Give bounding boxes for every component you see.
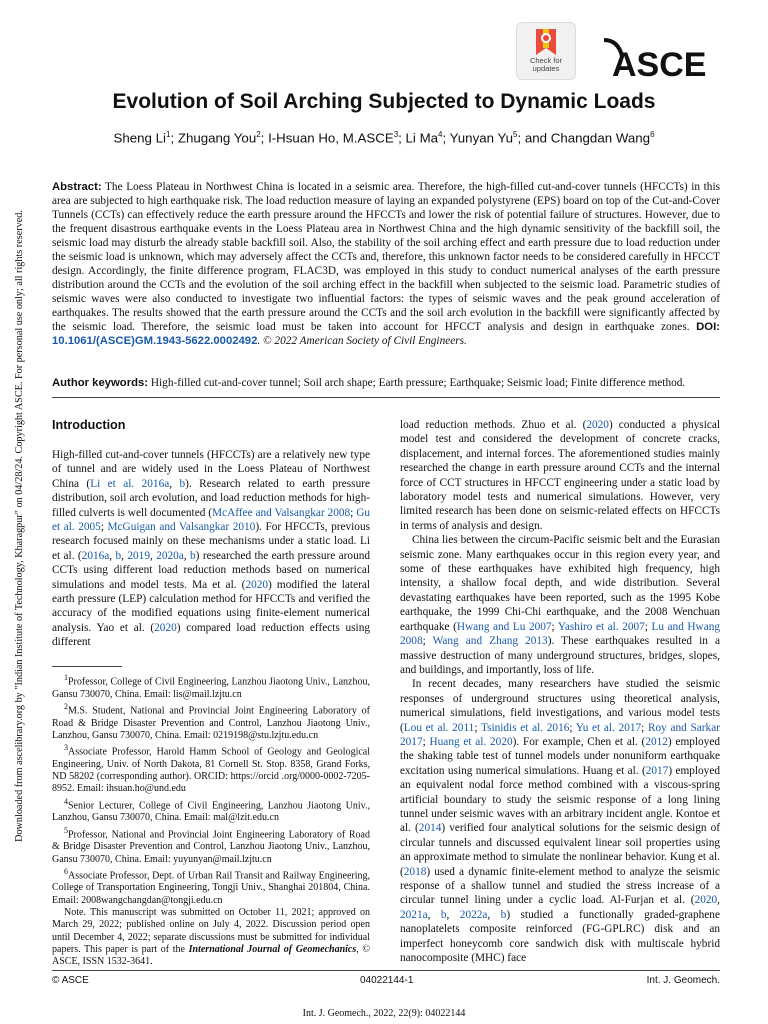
footnote-text: M.S. Student, National and Provincial Joint Engineering Laboratory of Road & Bridge Disaster Prevention and Control, Lanzhou Jiaotong Univ., Lanzhou, Gansu 730070, China. Email: 0219198@stu.lzjtu.edu.cn	[52, 705, 370, 741]
footer-divider	[52, 970, 720, 971]
footnote-number: 6	[64, 866, 68, 876]
text: ). For example, Chen et al. (	[512, 735, 646, 748]
download-notice: Downloaded from ascelibrary.org by "Indian Institute of Technology, Kharagpur" on 04/28/24. Copyright ASCE. For personal use only; all rights reserved.	[14, 210, 25, 842]
paper-title: Evolution of Soil Arching Subjected to Dynamic Loads	[112, 90, 656, 113]
asce-logo	[602, 38, 720, 82]
footnote-text: Professor, National and Provincial Joint Engineering Laboratory of Road & Bridge Disaster Prevention and Control, Lanzhou Jiaotong Univ., Lanzhou, Gansu 730070, China. Email: yuyunyan@mail.lzjtu.cn	[52, 828, 370, 865]
paragraph	[400, 677, 720, 965]
text: ,	[446, 908, 460, 921]
footnote	[52, 796, 370, 825]
author-sup: 2	[256, 130, 261, 139]
footnote	[52, 742, 370, 796]
text: ;	[551, 620, 558, 633]
text: load reduction methods. Zhuo et al. (	[400, 419, 587, 431]
page-number: 04022144-1	[360, 975, 414, 986]
reference-link[interactable]: McGuigan and Valsangkar 2010	[107, 521, 256, 534]
copyright-notice: . © 2022 American Society of Civil Engineers.	[257, 335, 467, 347]
footnote-number: 2	[64, 701, 68, 711]
left-column-body	[52, 448, 370, 650]
text: ,	[717, 894, 720, 907]
text: ). For HFCCTs, previous research focused mainly on these mechanisms under a static load. Li et al. (	[52, 521, 370, 562]
reference-link[interactable]: b	[500, 908, 507, 921]
reference-link[interactable]: Roy and Sarkar 2017	[400, 721, 720, 748]
author-name: Changdan Wang	[550, 130, 651, 146]
footnote	[52, 825, 370, 866]
author-sup: 4	[438, 130, 443, 139]
author-sup: 5	[513, 130, 518, 139]
doi-link[interactable]: 10.1061/(ASCE)GM.1943-5622.0002492	[52, 335, 258, 347]
text: ;	[644, 620, 652, 633]
author-sep: ;	[398, 130, 406, 146]
text: In recent decades, many researchers have studied the seismic responses of underground structures using theoretical analysis, numerical simulations, field investigations, and various model tests (	[400, 678, 720, 734]
affiliation-footnotes	[52, 672, 370, 969]
footnote-text: Senior Lecturer, College of Civil Engineering, Lanzhou Jiaotong Univ., Lanzhou, Gansu 730070, China. Email: mal@lzit.edu.cn	[52, 799, 370, 824]
author-name: Yunyan Yu	[449, 130, 514, 146]
text: ,	[109, 549, 116, 562]
reference-link[interactable]: b	[179, 477, 186, 490]
footnote-text: Professor, College of Civil Engineering, Lanzhou Jiaotong Univ., Lanzhou, Gansu 730070, China. Email: lis@mail.lzjtu.cn	[52, 676, 370, 700]
text: ) modified the lateral earth pressure (LEP) calculation method for HFCCTs and verified the accuracy of the modified equations using finite-element numerical analysis. Yao et al. (	[52, 578, 370, 634]
text: ;	[569, 721, 576, 734]
reference-link[interactable]: 2020	[245, 578, 269, 591]
paragraph	[400, 533, 720, 677]
author-name: Li Ma	[405, 130, 439, 146]
author-name: Sheng Li	[113, 130, 166, 146]
author-name: I-Hsuan Ho, M.ASCE	[268, 130, 394, 146]
footnote-divider	[52, 666, 122, 667]
right-column-body	[400, 418, 720, 965]
doi-label: DOI:	[696, 321, 720, 333]
reference-link[interactable]: Wang and Zhang 2013	[432, 635, 548, 648]
journal-abbrev: Int. J. Geomech.	[646, 975, 720, 986]
footnote-text: Associate Professor, Dept. of Urban Rail Transit and Railway Engineering, College of Transportation Engineering, Tongji Univ., Shanghai 201804, China. Email: 2008wangchangdan@tongji.edu.cn	[52, 870, 370, 906]
paragraph	[52, 448, 370, 650]
author-sep: ;	[442, 130, 450, 146]
reference-link[interactable]: Lu and Hwang 2008	[400, 620, 721, 648]
reference-link[interactable]: Lou et al. 2011	[403, 721, 475, 734]
reference-link[interactable]: 2018	[403, 865, 427, 878]
reference-link[interactable]: 2012	[645, 735, 668, 748]
footnote-number: 1	[64, 673, 68, 682]
author-sep: ;	[170, 130, 178, 146]
text: ) employed the shaking table test of tunnel models under nonuniform earthquake excitation using numerical simulations. Huang et al. (	[400, 735, 720, 777]
text: ) studied a functionally graded-graphene nanoplatelets composite reinforced (FG-GPLRC) disk and an imperfect honeycomb core sandwich disk with multiscale hybrid nanocomposite (MHC) face	[400, 908, 720, 965]
submission-note	[52, 907, 370, 968]
text: , © ASCE, ISSN 1532-3641.	[52, 943, 370, 968]
author-sep: ; and	[517, 130, 551, 146]
text: ;	[422, 635, 433, 648]
reference-link[interactable]: Tsinidis et al. 2016	[480, 721, 570, 734]
reference-link[interactable]: Gu et al. 2005	[52, 506, 370, 534]
footnote	[52, 672, 370, 701]
reference-link[interactable]: McAffee and Valsangkar 2008	[212, 506, 351, 519]
author-sup: 1	[165, 130, 171, 139]
reference-link[interactable]: b	[190, 549, 196, 562]
check-label-1: Check for	[529, 56, 563, 65]
footnote-number: 3	[64, 743, 68, 753]
abstract-label: Abstract:	[52, 181, 102, 193]
footnote	[52, 701, 370, 742]
keywords-text: High-filled cut-and-cover tunnel; Soil arch shape; Earth pressure; Earthquake; Seismic load; Finite difference method.	[150, 377, 686, 389]
text: ) researched the earth pressure around CCTs using different load reduction methods based on numerical simulations and model tests. Ma et al. (	[52, 549, 371, 591]
reference-link[interactable]: 2020	[694, 894, 718, 907]
reference-link[interactable]: 2020	[586, 419, 609, 431]
author-sup: 6	[650, 130, 655, 139]
author-sep: ;	[260, 130, 269, 146]
text: ). Research related to earth pressure distribution, soil arch evolution, and load reduction methods for high-filled culverts is well documented (	[52, 477, 371, 519]
text: ) verified four analytical solutions for the seismic design of circular tunnels and discussed equivalent linear soil properties using an approximate method to simulate the nonlinear behavior. Kung et al. (	[400, 822, 720, 878]
reference-link[interactable]: Huang et al. 2020	[429, 735, 513, 748]
author-list	[40, 130, 728, 145]
reference-link[interactable]: 2020a	[156, 549, 184, 562]
logo-text: ASCE	[612, 46, 707, 84]
reference-link[interactable]: 2017	[645, 764, 669, 777]
reference-link[interactable]: b	[115, 549, 122, 562]
text: ;	[422, 735, 430, 748]
reference-link[interactable]: 2021a	[400, 908, 428, 921]
text: ,	[121, 549, 128, 562]
text: ,	[487, 908, 501, 921]
author-name: Zhugang You	[177, 130, 257, 146]
reference-link[interactable]: 2022a	[459, 908, 488, 921]
download-watermark	[0, 180, 25, 860]
bookmark-icon	[532, 27, 560, 57]
footnote-text: Associate Professor, Harold Hamm School of Geology and Geological Engineering, Univ. of North Dakota, 81 Cornell St. Stop. 8358, Grand Forks, ND 58202 (corresponding author). ORCID: https://orcid .org/0000-0002-7205-8952. Email: ihsuan.ho@und.edu	[52, 746, 370, 795]
text: High-filled cut-and-cover tunnels (HFCCTs) are a relatively new type of tunnel and are widely used in the Loess Plateau of Northwest China (	[52, 449, 370, 490]
text: ;	[100, 521, 108, 534]
text: Note. This manuscript was submitted on October 11, 2021; approved on March 29, 2022; published online on July 4, 2022. Discussion period open until December 4, 2022; separate discussions must be submitted for individual papers. This paper is part of the	[52, 907, 370, 955]
footer-copyright: © ASCE	[52, 975, 89, 986]
check-for-updates-button[interactable]	[516, 22, 576, 80]
abstract-text: The Loess Plateau in Northwest China is located in a seismic area. Therefore, the high-filled cut-and-cover tunnels (HFCCTs) in this area are subjected to high earthquake risk. The load reduction measure of laying an expanded polystyrene (EPS) board on top of the Cut-and-Cover Tunnels (CCTs) can effectively reduce the earth pressure around the HFCCTs and lower the risk of potential failure of structures. However, due to the frequent disastrous earthquake events in the Loess Plateau area in Northwest China and the high dynamic sensitivity of the backfill soil, the seismic load may disturb the already stable backfill soil. Also, the stability of the soil arching effect and earth pressure due to load reduction under the seismic load is unknown, which may adversely affect the CCTs and, therefore, this unknown factor needs to be considered carefully in HFCCT design. Accordingly, the finite difference program, FLAC3D, was employed in this study to conduct numerical analyses of the earth pressure distribution around the CCTs and the evolution of the soil arching effect in the backfill when subjected to the seismic load. Parametric studies of seismic waves were also conducted to investigate two influential factors: the types of seismic waves and the peak ground acceleration of earthquakes. The results showed that the earth pressure around the CCTs and the soil arch evolution in the backfill were significantly affected by the seismic load. Therefore, the seismic load must be taken into account for HFCCT analysis and design in earthquake zones.	[52, 181, 720, 333]
reference-link[interactable]: 2014	[418, 822, 442, 835]
reference-link[interactable]: b	[440, 908, 447, 921]
text: ) compared load reduction effects using different	[52, 621, 370, 649]
text: China lies between the circum-Pacific seismic belt and the Eurasian seismic zone. Many earthquakes occur in this region every year, and some of these earthquakes have exhibited high frequency, high intensity, a shallow focal depth, and wide distribution. Several devastating earthquakes have been reported, such as the 1995 Kobe earthquake, the 1999 Chi-Chi earthquake, and the 2008 Wenchuan earthquake (	[400, 534, 720, 633]
text: ,	[427, 908, 441, 921]
abstract	[52, 180, 720, 348]
text: ;	[350, 506, 357, 519]
text: ). These earthquakes resulted in a massive destruction of many underground structures, bridges, slopes, and buildings, and importantly, loss of life.	[400, 635, 720, 676]
footnote-number: 4	[64, 796, 68, 806]
reference-link[interactable]: 2020	[154, 621, 177, 634]
reference-link[interactable]: Yashiro et al. 2007	[557, 620, 645, 633]
section-heading: Introduction	[52, 418, 126, 432]
citation-line: Int. J. Geomech., 2022, 22(9): 04022144	[302, 1008, 466, 1019]
reference-link[interactable]: Hwang and Lu 2007	[456, 620, 552, 633]
keywords-label: Author keywords:	[52, 377, 149, 389]
reference-link[interactable]: Yu et al. 2017	[575, 721, 642, 734]
text: ,	[169, 477, 180, 490]
divider	[52, 397, 720, 398]
reference-link[interactable]: 2019	[127, 549, 150, 562]
author-sup: 3	[393, 130, 399, 139]
text: ,	[149, 549, 157, 562]
footnote-number: 5	[64, 825, 68, 835]
reference-link[interactable]: 2016a	[81, 549, 110, 562]
paragraph	[400, 418, 720, 533]
text: ) conducted a physical model test and considered the development of concrete cracks, displacement, and internal forces. The aforementioned studies mainly researched the change in earth pressure around CCTs and the internal force of CCT structures in HFCCT engineering under a static load by laboratory model tests and numerical simulations. However, very limited research has been done on seismic-related effects on HFCCTs in terms of analysis and design.	[400, 419, 720, 532]
text: ) used a dynamic finite-element method to analyze the seismic response of a shallow tunnel and studied the stress increase of a circular tunnel lining under a cyclic load. Al-Furjan et al. (	[400, 865, 720, 907]
journal-name: International Journal of Geomechanics	[188, 943, 357, 955]
footnote	[52, 866, 370, 907]
text: ,	[183, 549, 191, 562]
check-label-2: updates	[532, 64, 560, 73]
text: ;	[474, 721, 481, 734]
text: ;	[641, 721, 648, 734]
author-keywords	[52, 376, 720, 390]
reference-link[interactable]: Li et al. 2016a	[90, 477, 170, 490]
text: ) employed an equivalent nodal force method combined with a viscous-spring artificial boundary to study the seismic response of a long lining tunnel under seismic waves with an arbitrary incident angle. Kontoe et al. (	[400, 764, 720, 835]
